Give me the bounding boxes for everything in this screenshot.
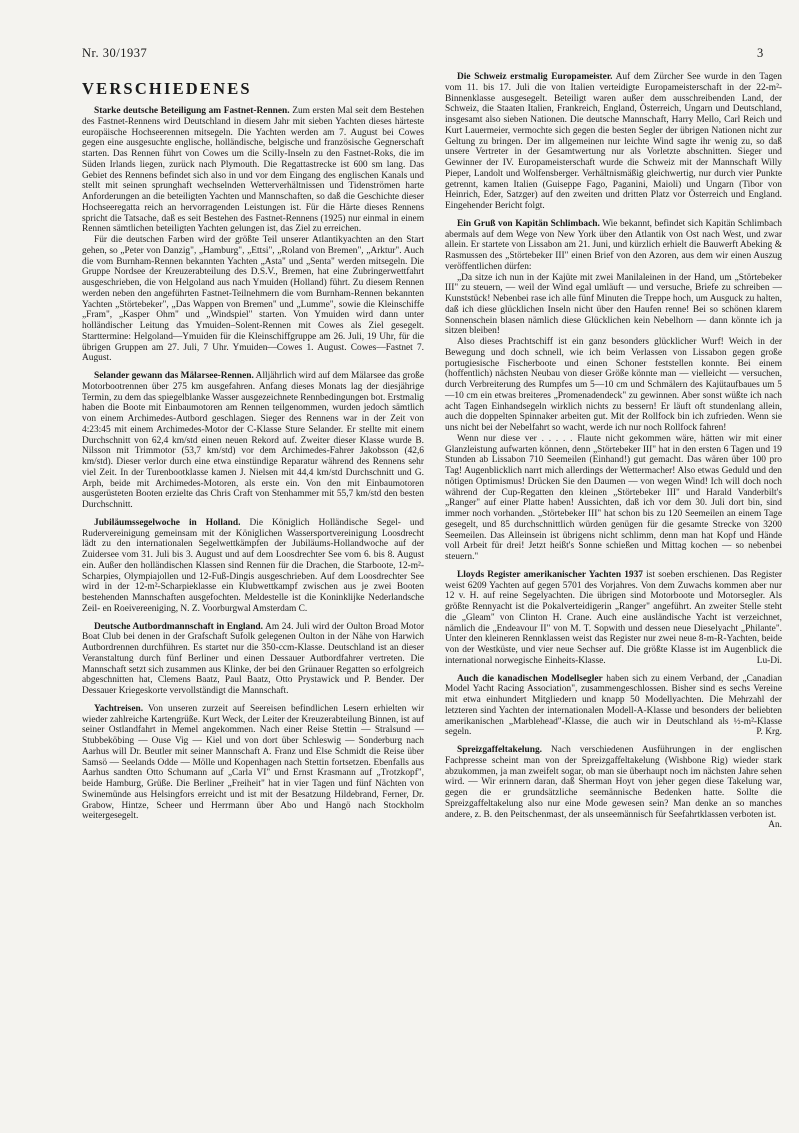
article-heading: Lloyds Register amerikanischer Yachten 1937: [457, 569, 643, 580]
article-text: Von unseren zurzeit auf Seereisen befindlichen Lesern erhielten wir wieder zahlreiche Kartengrüße. Kurt Weck, der Leiter der Kreuzerabteilung Binnen, ist auf seiner Ostlandfahrt in Memel angekommen. Nach einer Reise Stettin — Stralsund — Stubbeköbing — Ouse Vig — Kiel und von dort über Schleswig — Sonderburg nach Aarhus will Dr. Beutler mit seiner Mannschaft A. Franz und Else Schmidt die Reise über Samsö — Seelands Odde — Mölle und Kopenhagen nach Stettin fortsetzen. Ebenfalls aus Aarhus sandten Otto Schumann auf „Carla VI" und Ernst Krasmann auf „Trotzkopf", beide Hamburg, Grüße. Die Berliner „Freiheit" hat in vier Tagen und fünf Nächten von Swinemünde aus Helsingfors erreicht und ist mit der Besatzung Hildebrand, Ferner, Dr. Grabow, Hintze, Scheer und Herrmann über Abo und Hangö nach Stockholm weitergesegelt.: [82, 703, 424, 822]
article-text: Am 24. Juli wird der Oulton Broad Motor Boat Club bei denen in der Grafschaft Sufolk gelegenen Oulton in der Nähe von Harwich Autbordrennen durchführen. Es startet nur die 350-ccm-Klasse. Deutschland ist an dieser Veranstaltung durch fünf Berliner und einen Dessauer Autbordfahrer vertreten. Die Mannschaft setzt sich zusammen aus Klinke, der bei den Grünauer Regatten so erfolgreich abgeschnitten hat, Clemens Baatz, Paul Baatz, Otto Prystawick und P. Bender. Der Dessauer Kriegeskorte vervollständigt die Mannschaft.: [82, 621, 425, 696]
article-text: Wie bekannt, befindet sich Kapitän Schlimbach abermals auf dem Wege von New York über den Atlantik von Ost nach West, und zwar allein. Er startete von Lissabon am 21. Juni, und kürzlich erhielt die Bauwerft Abeking & Rasmussen des „Störtebeker III" einen Brief von den Azoren, aus dem wir einen Auszug veröffentlichen dürfen:: [445, 218, 782, 272]
article-signature: An.: [768, 820, 782, 831]
left-column: [82, 72, 424, 829]
article-text: Wenn nur diese ver . . . . . Flaute nicht gekommen wäre, hätten wir mit einer Glanzleistung aufwarten können, denn „Störtebeker III" hat in den ersten 6 Tagen und 19 Stunden ab Lissabon 710 Seemeilen (Einhand!) gut gemacht. Das wären über 100 pro Tag! Augenblicklich narrt mich allerdings der Wettermacher! Also etwas Geduld und den nötigen Optimismus! Drücken Sie den Daumen — von wegen Wind! Ich will doch noch während der Cup-Regatten den kleinen „Störtebeker III" und Harald Vanderbilt's „Ranger" auf einer Platte haben! Aussichten, daß ich vor dem 30. Juli dort bin, sind immer noch vorhanden. „Störtebeker III" hat schon bis zu 120 Seemeilen an einem Tage gesegelt, und 85 durchschnittlich würden genügen für die gesamte Strecke von 3200 Seemeilen. Das Alleinsein ist übrigens nicht schlimm, denn man hat Kopf und Hände voll Arbeit für drei! Jetzt heißt's Sonne schießen und Mittag kochen — so nebenbei steuern.": [445, 433, 782, 562]
article-text: „Da sitze ich nun in der Kajüte mit zwei Manilaleinen in der Hand, um „Störtebeker III" zu steuern, — weil der Wind egal umläuft — und versuche, Briefe zu schreiben — Kunststück! Nebenbei rase ich alle fünf Minuten die Treppe hoch, um Ausguck zu halten, daß ich diese glücklichen Inseln nicht über den Haufen renne! Bei so schönen klarem Sonnenschein blasen nämlich diese Glücklichen kein Nebelhorn — dann könnte ich ja sitzen bleiben!: [445, 272, 782, 337]
article-text: Die Königlich Holländische Segel- und Rudervereinigung gemeinsam mit der Königlichen Wassersportvereinigung Loosdrecht lädt zu den internationalen Segelwettkämpfen der Jubiläums-Hollandwoche auf der Zuidersee vom 31. Juli bis 3. August und auf dem Loosdrechter See vom 6. bis 8. August ein. Außer den holländischen Klassen sind Rennen für die Drachen, die Starboote, 12-m²-Scharpies, Olympiajollen und 12-Fuß-Dingis ausgeschrieben. Auf dem Loosdrechter See wird in der 12-m²-Scharpieklasse ein Klubwettkampf zwischen aus je zwei Booten bestehenden Mannschaften ausgefochten. Meldestelle ist die Koninklijke Nederlandsche Zeil- en Roeivereeniging, N. Z. Voorburgwal Amsterdam C.: [82, 517, 424, 614]
article: [82, 371, 424, 511]
article: [445, 72, 782, 212]
article-paragraph: [82, 622, 424, 697]
article-paragraph: [445, 434, 782, 563]
article-paragraph: [445, 273, 782, 338]
article-heading: Selander gewann das Mälarsee-Rennen.: [94, 371, 254, 381]
article-heading: Jubiläumssegelwoche in Holland.: [94, 517, 241, 528]
article-text: Nach verschiedenen Ausführungen in der englischen Fachpresse scheint man von der Spreizgaffeltakelung (Wishbone Rig) wieder stark abzukommen, ja man zweifelt sogar, ob man sie überhaupt noch im nächsten Jahre sehen wird. — Wir erinnern daran, daß Sherman Hoyt von jeher gegen diese Takelung war, gegen die er grundsätzliche seemännische Bedenken hatte. Sollte die Spreizgaffeltakelung also nur eine Mode gewesen sein? Man denke an so manches andere, z. B. den Peitschenmast, der als unseemännisch für Seefahrtklassen verboten ist.: [445, 745, 783, 820]
article-paragraph: [445, 674, 782, 739]
article: [82, 106, 424, 364]
article-heading: Die Schweiz erstmalig Europameister.: [457, 72, 613, 82]
article-heading: Ein Gruß von Kapitän Schlimbach.: [457, 218, 600, 229]
right-column: [445, 72, 782, 831]
article-paragraph: [445, 72, 782, 212]
article-text: Auf dem Zürcher See wurde in den Tagen vom 11. bis 17. Juli die von Italien verteidigte Europameisterschaft in der 22-m²-Binnenklasse ausgesegelt. Beteiligt waren außer dem ausschreibenden Land, der Schweiz, die Staaten Italien, Frankreich, England, Österreich, Ungarn und Deutschland, insgesamt also sieben Nationen. Die deutsche Mannschaft, Harry Mello, Carl Reich und Kurt Lauermeier, vermochte sich gegen die besten Segler der übrigen Nationen nicht zur Geltung zu bringen. Der im allgemeinen nur leichte Wind sagte ihr wenig zu, so daß unsere Vertreter in der Gesamtwertung nur als Vorletzte abschnitten. Sieger und Gewinner der IV. Europameisterschaft wurde die Schweiz mit der Mannschaft Willy Pieper, Landolt und Wolfensberger. Verhältnismäßig gleichwertig, nur durch vier Punkte getrennt, kamen Italien (Guiseppe Fago, Paganini, Maioli) und Ungarn (Tibor von Heinrich, Eder, Satzger) auf den zweiten und dritten Platz vor Österreich und England. Eingehender Bericht folgt.: [445, 72, 782, 211]
article: [445, 570, 782, 667]
issue-number: Nr. 30/1937: [82, 46, 148, 60]
article-text: Alljährlich wird auf dem Mälarsee das große Motorbootrennen über 275 km ausgefahren. Anfang dieses Monats lag der diesjährige Termin, zu dem das spiegelblanke Wasser ausgezeichnete Rennbedingungen bot. Erstmalig haben die Boote mit Einbaumotoren am Rennen teilgenommen, wurden jedoch sämtlich von einem Archimedes-Autbord geschlagen. Sieger des Rennens war in der Zeit von 4:23:45 mit einem Archimedes-Motor der C-Klasse Sture Selander. Er stellte mit einem Durchschnitt von 62,4 km/std einen neuen Rekord auf. Zweiter dieser Klasse wurde B. Nilsson mit Trimmotor (53,7 km/std) vor dem Archimedes-Fahrer Jakobsson (42,6 km/std). Dieser verlor durch eine etwa einstündige Reparatur während des Rennens sehr viel Zeit. In der Turenbootklasse kamen J. Nielsen mit 44,4 km/std Durchschnitt und G. Arph, beide mit Archimedes-Motoren, als erste ein. Von den mit Einbaumotoren ausgerüsteten Booten erzielte das Chris Craft von Stenhammer mit 55,7 km/std den besten Durchschnitt.: [82, 371, 424, 510]
article: [82, 622, 424, 697]
article-paragraph: [82, 518, 424, 615]
article-text: Zum ersten Mal seit dem Bestehen des Fastnet-Rennens wird Deutschland in diesem Jahr mit sieben Yachten dieses härteste europäische Hochseerennen mitsegeln. Die Yachten werden am 7. August bei Cowes gegen eine ausgesuchte englische, holländische, belgische und französische Gegnerschaft starten. Das Rennen führt von Cowes um die Scilly-Inseln zu den Fastnet-Roks, die im Süden Irlands liegen, zurück nach Plymouth. Die Regattastrecke ist 600 sm lang. Das Gebiet des Rennens befindet sich also in und vor dem Eingang des englischen Kanals und stellt mit seinen sprunghaft wechselnden Wetterverhältnissen und Tidenströmen harte Anforderungen an die beteiligten Yachten und Mannschaften, so daß die Geschichte dieser Hochseeregatta reich an hervorragenden Leistungen ist. Für die Härte dieses Rennens spricht die Tatsache, daß es seit Bestehen des Fastnet-Rennens (1925) nur einmal in einem Rennen sämtlichen beteiligten Yachten gelungen ist, das Ziel zu erreichen.: [82, 106, 425, 235]
article-paragraph: [445, 337, 782, 434]
article: [445, 745, 783, 831]
article-heading: Starke deutsche Beteiligung am Fastnet-Rennen.: [94, 106, 290, 116]
article-signature: P. Krg.: [756, 727, 782, 738]
article: [445, 674, 782, 739]
section-title: VERSCHIEDENES: [82, 79, 252, 98]
article-heading: Spreizgaffeltakelung.: [457, 745, 542, 755]
article: [82, 518, 424, 615]
article-heading: Auch die kanadischen Modellsegler: [457, 673, 603, 684]
article-text: ist soeben erschienen. Das Register weist 6209 Yachten auf gegen 5701 des Vorjahres. Von dem Zuwachs kommen aber nur 12 v. H. auf reine Segelyachten. Die übrigen sind Motorboote und Motorsegler. Als größte Rennyacht ist die Pokalverteidigerin „Ranger" angeführt. An zweiter Stelle steht die „Gleam" von Clinton H. Crane. Auch eine ausländische Yacht ist verzeichnet, nämlich die „Endeavour II" von M. T. Sopwith und dessen neue Dieselyacht „Philante". Unter den kleineren Rennklassen weist das Register nur zwei neue 8-m-R-Yachten, beide von der Westküste, und vier neue Sechser auf. Die größte Klasse ist im Augenblick die international norwegische Einheits-Klasse.: [445, 569, 783, 666]
article-paragraph: [445, 745, 783, 831]
article-paragraph: [445, 570, 782, 667]
article-heading: Yachtreisen.: [94, 703, 144, 714]
article-text: Also dieses Prachtschiff ist ein ganz besonders glücklicher Wurf! Weich in der Bewegung und doch schnell, wie ich beim Verlassen von Lissabon gegen große portugiesische Fischerboote und einen Schoner feststellen konnte. Bei einem (hoffentlich) nächsten Neubau von dieser Größe könnte man — vielleicht — versuchen, durch Verbreiterung des Rumpfes um 5—10 cm und Schmälern des Kajütaufbaues um 5—10 cm ein etwas breiteres „Promenadendeck" zu gewinnen. Aber sonst wüßte ich nach acht Tagen Einhandsegeln wirklich nichts zu bessern! Er läuft oft stundenlang allein, auch die doppelten Spinnaker arbeiten gut. Mit der Rollfock bin ich zufrieden. Wenn sie uns nicht bei der Nebelfahrt so wacht, werde ich nur noch Rollfock fahren!: [445, 337, 782, 433]
article: [445, 219, 782, 563]
article-text: haben sich zu einem Verband, der „Canadian Model Yacht Racing Association", zusammengeschlossen. Bisher sind es sechs Vereine mit etwa einhundert Mitgliedern und knapp 50 Modellyachten. Die Mehrzahl der letzteren sind Yachten der internationalen Modell-A-Klasse und besonders der beliebten amerikanischen „Marblehead"-Klasse, die auch wir in Deutschland als ½-m²-Klasse segeln.: [445, 673, 783, 738]
article: [82, 704, 424, 822]
article-signature: Lu-Di.: [756, 655, 782, 666]
article-paragraph: [82, 704, 424, 822]
article-paragraph: [82, 235, 424, 364]
article-paragraph: [82, 371, 424, 511]
article-paragraph: [445, 219, 782, 273]
article-heading: Deutsche Autbordmannschaft in England.: [94, 621, 263, 632]
article-text: Für die deutschen Farben wird der größte Teil unserer Atlantikyachten an den Start gehen, so „Peter von Danzig", „Hamburg", „Ettsi", „Roland von Bremen", „Arktur". Auch die vom Burnham-Rennen bekannten Yachten „Asta" und „Senta" werden mitsegeln. Die Gruppe Nordsee der Kreuzerabteilung des D.S.V., Bremen, hat eine Zubringerwettfahrt ausgeschrieben, die von Helgoland aus nach Ymuiden (Holland) führt. Zu diesem Rennen werden neben den angeführten Fastnet-Teilnehmern die vom Burnham-Rennen bekannten Yachten „Störtebeker", „Das Wappen von Bremen" und „Lumme", sowie die Kleinschiffe „Fram", „Kasper Ohm" und „Windspiel" starten. Von Ymuiden wird dann unter holländischer Leitung das Ymuiden–Solent-Rennen mit Cowes als Ziel gesegelt. Starttermine: Helgoland—Ymuiden für die Kleinschiffgruppe am 26. Juli, 19 Uhr, für die übrigen Gruppen am 27. Juli, 7 Uhr. Ymuiden—Cowes 1. August. Cowes—Fastnet 7. August.: [82, 235, 424, 364]
page-number: 3: [757, 46, 764, 60]
article-paragraph: [82, 106, 424, 235]
